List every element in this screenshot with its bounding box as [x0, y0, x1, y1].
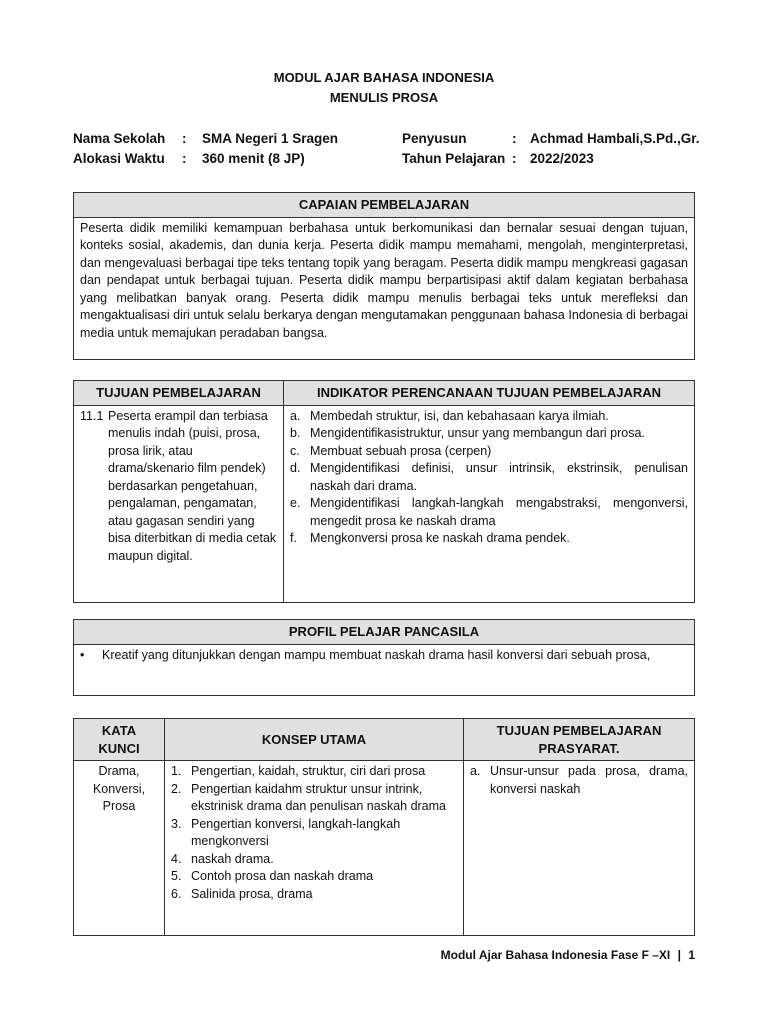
school-value: SMA Negeri 1 Sragen — [202, 131, 339, 146]
konsep-text: Pengertian konversi, langkah-langkah mengkonversi — [191, 816, 401, 848]
capaian-table — [73, 192, 695, 360]
konsep-text: Salinida prosa, drama — [191, 886, 313, 901]
konsep-text: Contoh prosa dan naskah drama — [191, 869, 374, 883]
konsep-item — [171, 868, 457, 886]
school-label: Nama Sekolah — [73, 131, 166, 146]
indikator-cell — [284, 405, 695, 602]
year-label: Tahun Pelajaran — [402, 151, 506, 166]
tp-item — [80, 408, 277, 566]
konsep-text: Pengertian, kaidah, struktur, ciri dari prosa — [191, 764, 426, 778]
list-marker: c. — [290, 443, 300, 458]
list-marker: d. — [290, 461, 301, 475]
konsep-utama-heading: KONSEP UTAMA — [165, 719, 464, 761]
prasyarat-cell — [464, 761, 695, 936]
kata-kunci-cell — [74, 761, 165, 936]
indikator-item — [290, 495, 688, 530]
konsep-item — [171, 816, 457, 851]
indikator-text: Membedah struktur, isi, dan kebahasaan karya ilmiah. — [310, 408, 609, 423]
kata-kunci-item: Drama, — [98, 764, 140, 778]
author-label: Penyusun — [402, 131, 467, 146]
indikator-text: Mengkonversi prosa ke naskah drama pendek. — [310, 531, 570, 545]
separator: : — [182, 131, 187, 146]
indikator-text: Membuat sebuah prosa (cerpen) — [310, 443, 492, 458]
separator: : — [512, 151, 517, 166]
prasyarat-list — [470, 763, 688, 798]
list-marker: 3. — [171, 816, 182, 831]
prasyarat-heading: TUJUAN PEMBELAJARAN PRASYARAT. — [464, 719, 695, 761]
konsep-utama-cell — [165, 761, 464, 936]
list-marker: a. — [470, 764, 481, 778]
list-marker: 1. — [171, 764, 182, 778]
indikator-text: Mengidentifikasi langkah-langkah mengabstraksi, mengonversi, mengedit prosa ke naskah drama — [310, 496, 688, 528]
list-marker: 5. — [171, 869, 182, 883]
tujuan-heading: TUJUAN PEMBELAJARAN — [74, 381, 284, 406]
indikator-item — [290, 530, 688, 548]
list-marker: f. — [290, 531, 297, 545]
kata-kunci-heading: KATA KUNCI — [74, 719, 165, 761]
profil-item — [80, 647, 688, 665]
footer-text: Modul Ajar Bahasa Indonesia Fase F –XI — [440, 948, 671, 962]
tp-text: Peserta erampil dan terbiasa menulis indah (puisi, prosa, prosa lirik, atau drama/skenario film pendek) berdasarkan pengetahuan, pengalaman, pengamatan, atau gagasan sendiri yang bisa diterbitkan di media cetak maupun digital. — [108, 408, 277, 563]
list-marker: e. — [290, 496, 301, 510]
time-value: 360 menit (8 JP) — [202, 151, 305, 166]
konsep-item — [171, 781, 457, 816]
separator: : — [182, 151, 187, 166]
tp-cell — [74, 405, 284, 602]
tujuan-table — [73, 380, 695, 603]
profil-table — [73, 619, 695, 696]
footer-divider: | — [677, 948, 681, 962]
indikator-text: Mengidentifikasi definisi, unsur intrinsik, ekstrinsik, penulisan naskah dari drama. — [310, 461, 688, 493]
tp-number: 11.1 — [80, 408, 104, 423]
konsep-text: Pengertian kaidahm struktur unsur intrink, ekstrinisk drama dan penulisan naskah drama — [191, 781, 446, 813]
document-subtitle: MENULIS PROSA — [329, 90, 439, 105]
profil-text: Kreatif yang ditunjukkan dengan mampu membuat naskah drama hasil konversi dari sebuah prosa, — [102, 647, 651, 662]
konsep-item — [171, 851, 457, 869]
list-marker: 2. — [171, 781, 182, 796]
list-marker: b. — [290, 426, 301, 440]
konsep-list — [171, 763, 457, 903]
list-marker: 4. — [171, 851, 182, 866]
time-label: Alokasi Waktu — [73, 151, 165, 166]
indikator-item — [290, 408, 688, 426]
kata-kunci-item: Prosa — [102, 799, 136, 813]
indikator-heading: INDIKATOR PERENCANAAN TUJUAN PEMBELAJARAN — [284, 381, 695, 406]
konsep-table — [73, 718, 695, 936]
page-number: 1 — [688, 948, 695, 962]
list-marker: a. — [290, 408, 301, 423]
prasyarat-item — [470, 763, 688, 798]
indikator-item — [290, 443, 688, 461]
profil-cell — [74, 644, 695, 695]
list-marker: 6. — [171, 886, 182, 901]
konsep-text: naskah drama. — [191, 851, 274, 866]
konsep-item — [171, 763, 457, 781]
konsep-item — [171, 886, 457, 904]
document-title: MODUL AJAR BAHASA INDONESIA — [273, 70, 495, 85]
capaian-text: Peserta didik memiliki kemampuan berbahasa untuk berkomunikasi dan bernalar sesuai dengan tujuan, konteks sosial, akademis, dan dunia kerja. Peserta didik mampu memahami, mengolah, menginterpretasi, dan mengevaluasi berbagai tipe teks tentang topik yang beragam. Peserta didik mampu mengkreasi gagasan dan pendapat untuk berbagai tujuan. Peserta didik mampu berpartisipasi aktif dalam kegiatan berbahasa yang melibatkan banyak orang. Peserta didik mampu menulis berbagai teks untuk merefleksi dan mengaktualisasi diri untuk selalu berkarya dengan mengutamakan penggunaan bahasa Indonesia di berbagai media untuk memajukan peradaban bangsa. — [74, 217, 695, 359]
profil-list — [80, 647, 688, 665]
kata-kunci-item: Konversi, — [92, 781, 146, 796]
indikator-item — [290, 425, 688, 443]
indikator-item — [290, 460, 688, 495]
year-value: 2022/2023 — [530, 151, 594, 166]
indikator-list — [290, 408, 688, 548]
capaian-heading: CAPAIAN PEMBELAJARAN — [74, 193, 695, 218]
bullet-icon: • — [80, 647, 85, 662]
indikator-text: Mengidentifikasistruktur, unsur yang membangun dari prosa. — [310, 426, 645, 440]
separator: : — [512, 131, 517, 146]
prasyarat-text: Unsur-unsur pada prosa, drama, konversi naskah — [490, 764, 688, 796]
profil-heading: PROFIL PELAJAR PANCASILA — [74, 620, 695, 645]
page-footer — [441, 948, 695, 962]
author-value: Achmad Hambali,S.Pd.,Gr. — [530, 131, 700, 146]
